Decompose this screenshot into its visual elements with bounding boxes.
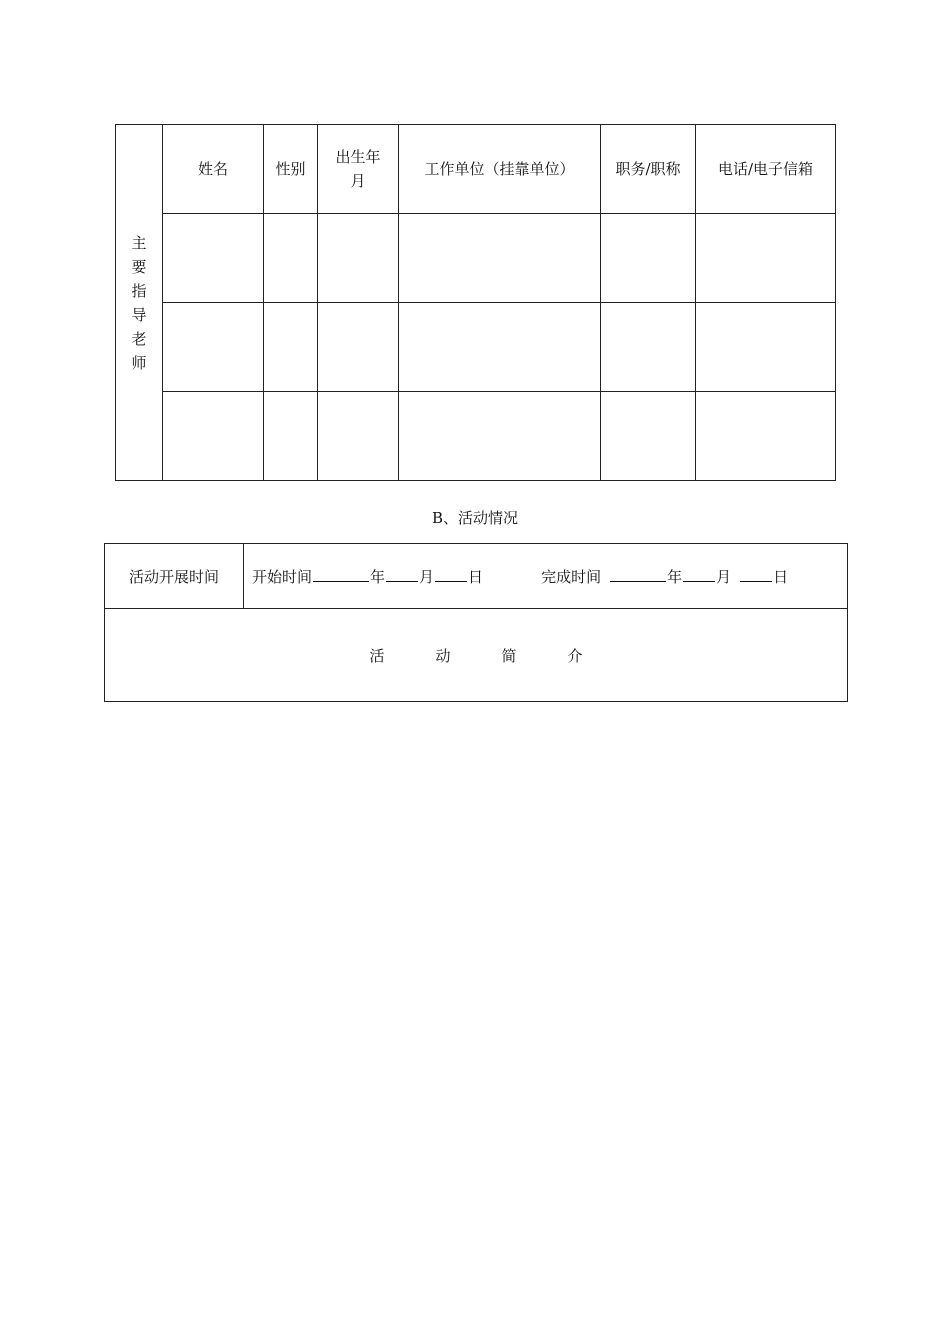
side-label-char: 指: [131, 281, 147, 300]
cell-name[interactable]: [163, 392, 264, 481]
side-label-char: 主: [131, 233, 147, 252]
table-row: [116, 392, 836, 481]
table-row: [116, 214, 836, 303]
end-month-blank[interactable]: [683, 567, 715, 582]
side-label-char: 老: [131, 329, 147, 348]
end-day-unit: 日: [773, 567, 789, 586]
header-title: 职务/职称: [601, 125, 696, 214]
activity-intro-heading: [105, 609, 848, 702]
section-b-title: B、活动情况: [431, 509, 519, 527]
header-gender: 性别: [264, 125, 318, 214]
start-month-blank[interactable]: [386, 567, 418, 582]
cell-gender[interactable]: [264, 214, 318, 303]
end-time-label: 完成时间: [541, 567, 602, 586]
cell-birth[interactable]: [318, 303, 399, 392]
side-label-char: 导: [131, 305, 147, 324]
cell-contact[interactable]: [696, 392, 836, 481]
cell-contact[interactable]: [696, 214, 836, 303]
cell-workplace[interactable]: [399, 303, 601, 392]
intro-char: 动: [435, 646, 451, 665]
cell-name[interactable]: [163, 303, 264, 392]
cell-gender[interactable]: [264, 392, 318, 481]
header-birth: [318, 125, 399, 214]
start-day-blank[interactable]: [435, 567, 467, 582]
intro-char: 活: [369, 646, 385, 665]
start-month-unit: 月: [419, 567, 435, 586]
cell-title[interactable]: [601, 392, 696, 481]
cell-gender[interactable]: [264, 303, 318, 392]
cell-birth[interactable]: [318, 392, 399, 481]
activity-intro-row: [105, 609, 848, 702]
start-year-blank[interactable]: [313, 567, 369, 582]
activity-time-label: 活动开展时间: [105, 544, 244, 609]
intro-char: 简: [501, 646, 517, 665]
activity-table: [104, 543, 848, 702]
header-name: 姓名: [163, 125, 264, 214]
cell-name[interactable]: [163, 214, 264, 303]
mentor-table: [115, 124, 836, 481]
start-day-unit: 日: [468, 567, 484, 586]
header-row: [116, 125, 836, 214]
side-label-mentors: [116, 125, 163, 481]
activity-time-fields: [244, 544, 848, 609]
start-time-label: 开始时间: [252, 567, 313, 586]
cell-workplace[interactable]: [399, 214, 601, 303]
header-workplace: 工作单位（挂靠单位）: [399, 125, 601, 214]
start-year-unit: 年: [370, 567, 386, 586]
cell-contact[interactable]: [696, 303, 836, 392]
intro-char: 介: [567, 646, 583, 665]
activity-time-row: [105, 544, 848, 609]
header-birth-text: 出生年月: [335, 148, 381, 190]
side-label-char: 师: [131, 353, 147, 372]
end-year-blank[interactable]: [610, 567, 666, 582]
end-month-unit: 月: [716, 567, 732, 586]
header-contact: 电话/电子信箱: [696, 125, 836, 214]
cell-birth[interactable]: [318, 214, 399, 303]
table-row: [116, 303, 836, 392]
end-year-unit: 年: [667, 567, 683, 586]
cell-title[interactable]: [601, 214, 696, 303]
cell-title[interactable]: [601, 303, 696, 392]
cell-workplace[interactable]: [399, 392, 601, 481]
side-label-char: 要: [131, 257, 147, 276]
end-day-blank[interactable]: [740, 567, 772, 582]
